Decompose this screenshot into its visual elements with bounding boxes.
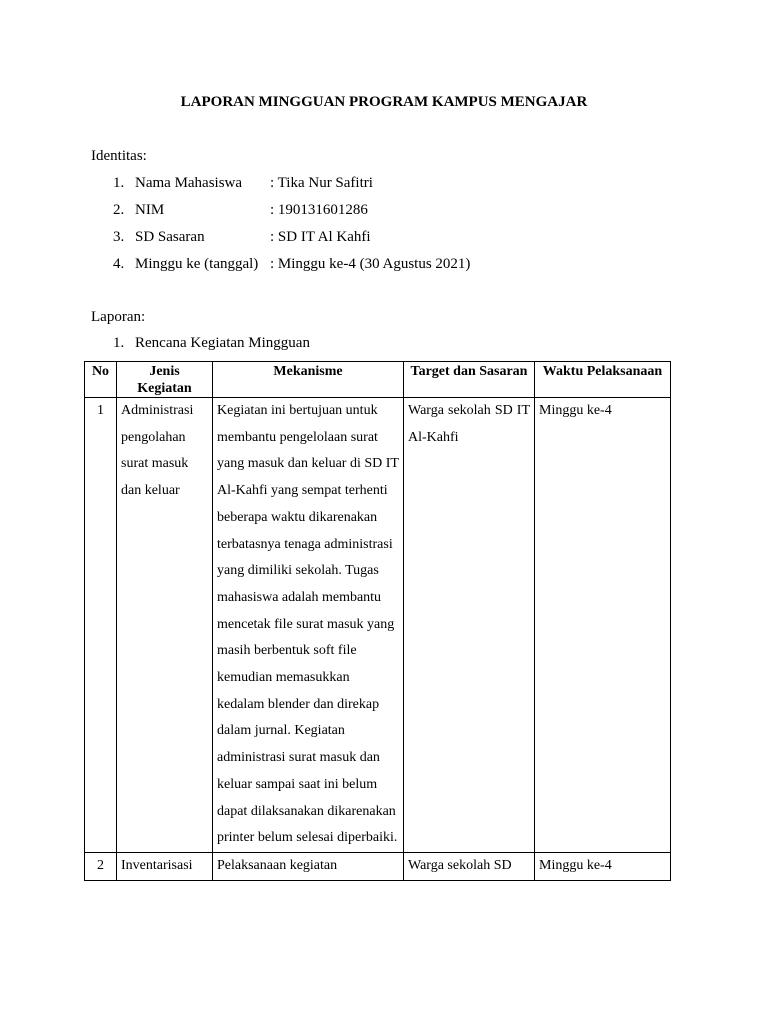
table-row (85, 852, 671, 880)
cell-jenis-kegiatan: Administrasi pengolahan surat masuk dan keluar (117, 398, 213, 853)
section-number: 1. (113, 335, 125, 351)
item-key: NIM (135, 202, 165, 218)
header-waktu-pelaksanaan: Waktu Pelaksanaan (535, 362, 671, 398)
cell-no: 1 (85, 398, 117, 853)
identitas-item (113, 200, 593, 220)
item-key: SD Sasaran (135, 229, 205, 245)
cell-waktu: Minggu ke-4 (535, 398, 671, 853)
table-row (85, 398, 671, 853)
item-number: 3. (113, 229, 125, 245)
item-value: : Tika Nur Safitri (270, 175, 373, 191)
item-number: 4. (113, 256, 125, 272)
identitas-label: Identitas: (91, 148, 147, 164)
identitas-item (113, 254, 593, 274)
cell-no: 2 (85, 852, 117, 880)
cell-target-sasaran: Warga sekolah SD IT Al-Kahfi (404, 398, 535, 853)
cell-target-sasaran: Warga sekolah SD (404, 852, 535, 880)
cell-mekanisme: Pelaksanaan kegiatan (213, 852, 404, 880)
cell-jenis-kegiatan: Inventarisasi (117, 852, 213, 880)
item-value: : SD IT Al Kahfi (270, 229, 371, 245)
table-header-row (85, 362, 671, 398)
header-mekanisme: Mekanisme (213, 362, 404, 398)
cell-mekanisme: Kegiatan ini bertujuan untuk membantu pengelolaan surat yang masuk dan keluar di SD IT Al-Kahfi yang sempat terhenti beberapa waktu dikarenakan terbatasnya tenaga administrasi yang dimiliki sekolah. Tugas mahasiswa adalah membantu mencetak file surat masuk yang masih berbentuk soft file kemudian memasukkan kedalam blender dan direkap dalam jurnal. Kegiatan administrasi surat masuk dan keluar sampai saat ini belum dapat dilaksanakan dikarenakan printer belum selesai diperbaiki. (213, 398, 404, 853)
identitas-item (113, 173, 593, 193)
kegiatan-table (84, 361, 671, 881)
laporan-label: Laporan: (91, 309, 146, 325)
cell-waktu: Minggu ke-4 (535, 852, 671, 880)
section-title: Rencana Kegiatan Mingguan (135, 335, 310, 351)
item-value: : 190131601286 (270, 202, 368, 218)
item-key: Minggu ke (tanggal) (135, 256, 259, 272)
header-no: No (85, 362, 117, 398)
document-title: LAPORAN MINGGUAN PROGRAM KAMPUS MENGAJAR (180, 94, 588, 110)
identitas-item (113, 227, 593, 247)
item-key: Nama Mahasiswa (135, 175, 243, 191)
item-number: 1. (113, 175, 125, 191)
header-target-sasaran: Target dan Sasaran (404, 362, 535, 398)
item-value: : Minggu ke-4 (30 Agustus 2021) (270, 256, 471, 272)
item-number: 2. (113, 202, 125, 218)
header-jenis-kegiatan: Jenis Kegiatan (117, 362, 213, 398)
